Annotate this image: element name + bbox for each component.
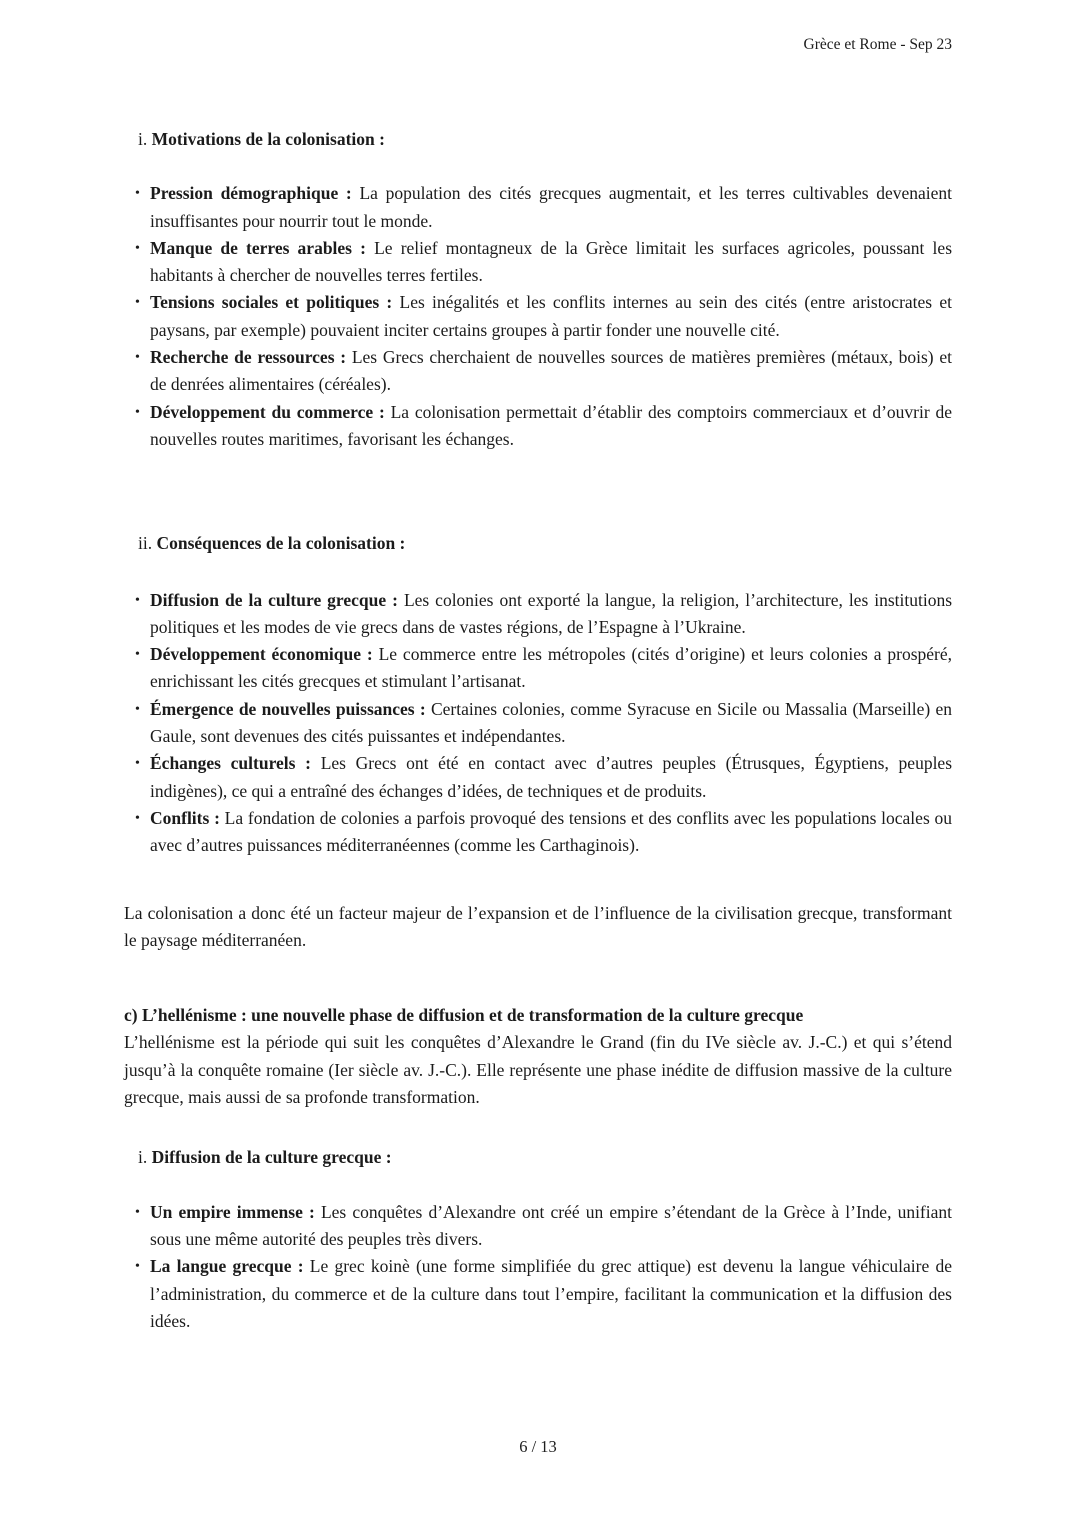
section-heading-prefix: i. <box>138 1147 148 1168</box>
bullet-lead: Tensions sociales et politiques : <box>150 292 393 313</box>
list-item <box>135 344 952 399</box>
bullet-icon: • <box>135 701 140 717</box>
list-item <box>135 587 953 642</box>
section-heading-title: Conséquences de la colonisation : <box>156 533 406 554</box>
section-hellenism <box>124 1002 952 1111</box>
list-item <box>135 180 953 235</box>
list-item <box>135 399 952 454</box>
bullet-icon: • <box>135 647 140 663</box>
page-number: 6 / 13 <box>519 1437 557 1456</box>
bullet-text: Le commerce entre les métropoles (cités d’origine) et leurs colonies a prospéré, enrichissant les cités grecques et stimulant l’artisanat. <box>150 644 952 692</box>
bullet-text: Les Grecs ont été en contact avec d’autres peuples (Étrusques, Égyptiens, peuples indigènes), ce qui a entraîné des échanges d’idées, de techniques et de produits. <box>150 753 953 801</box>
section-heading-prefix: i. <box>138 129 148 149</box>
hellenism-paragraph: L’hellénisme est la période qui suit les conquêtes d’Alexandre le Grand (fin du IVe siècle av. J.-C.) et qui s’étend jusqu’à la conquête romaine (Ier siècle av. J.-C.). Elle représente une phase inédite de diffusion massive de la culture grecque, mais aussi de sa profonde transformation. <box>124 1032 952 1108</box>
list-item <box>135 805 953 860</box>
list-item <box>135 641 952 696</box>
bullet-lead: Manque de terres arables : <box>150 237 366 258</box>
bullet-icon: • <box>135 810 140 826</box>
list-item <box>135 750 953 805</box>
bullet-icon: • <box>135 240 140 256</box>
bullet-lead: Développement économique : <box>150 644 373 665</box>
bullet-text: Les inégalités et les conflits internes au sein des cités (entre aristocrates et paysans, par exemple) pouvaient inciter certains groupes à partir fonder une nouvelle cité. <box>150 292 952 340</box>
bullet-lead: Diffusion de la culture grecque : <box>150 589 398 610</box>
section-heading-title: Motivations de la colonisation : <box>151 129 385 149</box>
bullet-text: Le relief montagneux de la Grèce limitait les surfaces agricoles, poussant les habitants à chercher de nouvelles terres fertiles. <box>150 237 952 286</box>
section-heading-prefix: ii. <box>138 533 153 554</box>
bullet-lead: Recherche de ressources : <box>150 347 347 368</box>
bullet-text: Le grec koinè (une forme simplifiée du grec attique) est devenu la langue véhiculaire de l’administration, du commerce et de la culture dans tout l’empire, facilitant la communication et la diffusion des idées. <box>150 1256 952 1331</box>
bullet-lead: Conflits : <box>150 807 220 828</box>
list-item <box>135 1253 952 1335</box>
bullet-lead: Échanges culturels : <box>150 753 311 774</box>
bullet-list-consequences <box>124 587 952 860</box>
list-item <box>135 235 952 290</box>
bullet-text: La population des cités grecques augmentait, et les terres cultivables devenaient insuffisantes pour nourrir tout le monde. <box>150 183 953 231</box>
bullet-icon: • <box>135 404 140 420</box>
bullet-text: La fondation de colonies a parfois provoqué des tensions et des conflits avec les populations locales ou avec d’autres puissances méditerranéennes (comme les Carthaginois). <box>150 807 953 856</box>
bullet-icon: • <box>135 1204 140 1220</box>
section-heading-diffusion <box>138 1144 952 1171</box>
document-content <box>124 126 952 1335</box>
bullet-list-motivations <box>124 180 952 453</box>
bullet-lead: Un empire immense : <box>150 1201 315 1222</box>
bullet-lead: Pression démographique : <box>150 183 352 204</box>
bullet-icon: • <box>135 186 140 202</box>
bullet-text: La colonisation permettait d’établir des comptoirs commerciaux et d’ouvrir de nouvelles routes maritimes, favorisant les échanges. <box>150 401 952 449</box>
section-heading-motivations <box>138 126 952 153</box>
conclusion-paragraph: La colonisation a donc été un facteur majeur de l’expansion et de l’influence de la civilisation grecque, transformant le paysage méditerranéen. <box>124 902 952 950</box>
page-header-title: Grèce et Rome - Sep 23 <box>803 36 952 53</box>
list-item <box>135 289 952 344</box>
bullet-icon: • <box>135 592 140 608</box>
bullet-lead: La langue grecque : <box>150 1256 304 1277</box>
bullet-icon: • <box>135 350 140 366</box>
bullet-icon: • <box>135 295 140 311</box>
bullet-lead: Développement du commerce : <box>150 401 385 422</box>
bullet-list-diffusion <box>124 1199 952 1335</box>
list-item <box>135 696 952 751</box>
section-heading-title: Diffusion de la culture grecque : <box>151 1147 392 1168</box>
bullet-icon: • <box>135 756 140 772</box>
section-heading-consequences <box>138 530 952 557</box>
bullet-text: Les colonies ont exporté la langue, la religion, l’architecture, les institutions politiques et les modes de vie grecs dans de vastes régions, de l’Espagne à l’Ukraine. <box>150 589 953 637</box>
bullet-icon: • <box>135 1259 140 1275</box>
list-item <box>135 1199 953 1254</box>
bullet-text: Les Grecs cherchaient de nouvelles sources de matières premières (métaux, bois) et de denrées alimentaires (céréales). <box>150 347 952 395</box>
bullet-lead: Émergence de nouvelles puissances : <box>150 698 426 719</box>
hellenism-heading: c) L’hellénisme : une nouvelle phase de diffusion et de transformation de la culture grecque <box>124 1005 804 1026</box>
bullet-text: Certaines colonies, comme Syracuse en Sicile ou Massalia (Marseille) en Gaule, sont devenues des cités puissantes et indépendantes. <box>150 698 952 747</box>
bullet-text: Les conquêtes d’Alexandre ont créé un empire s’étendant de la Grèce à l’Inde, unifiant sous une même autorité des peuples très divers. <box>150 1201 953 1249</box>
